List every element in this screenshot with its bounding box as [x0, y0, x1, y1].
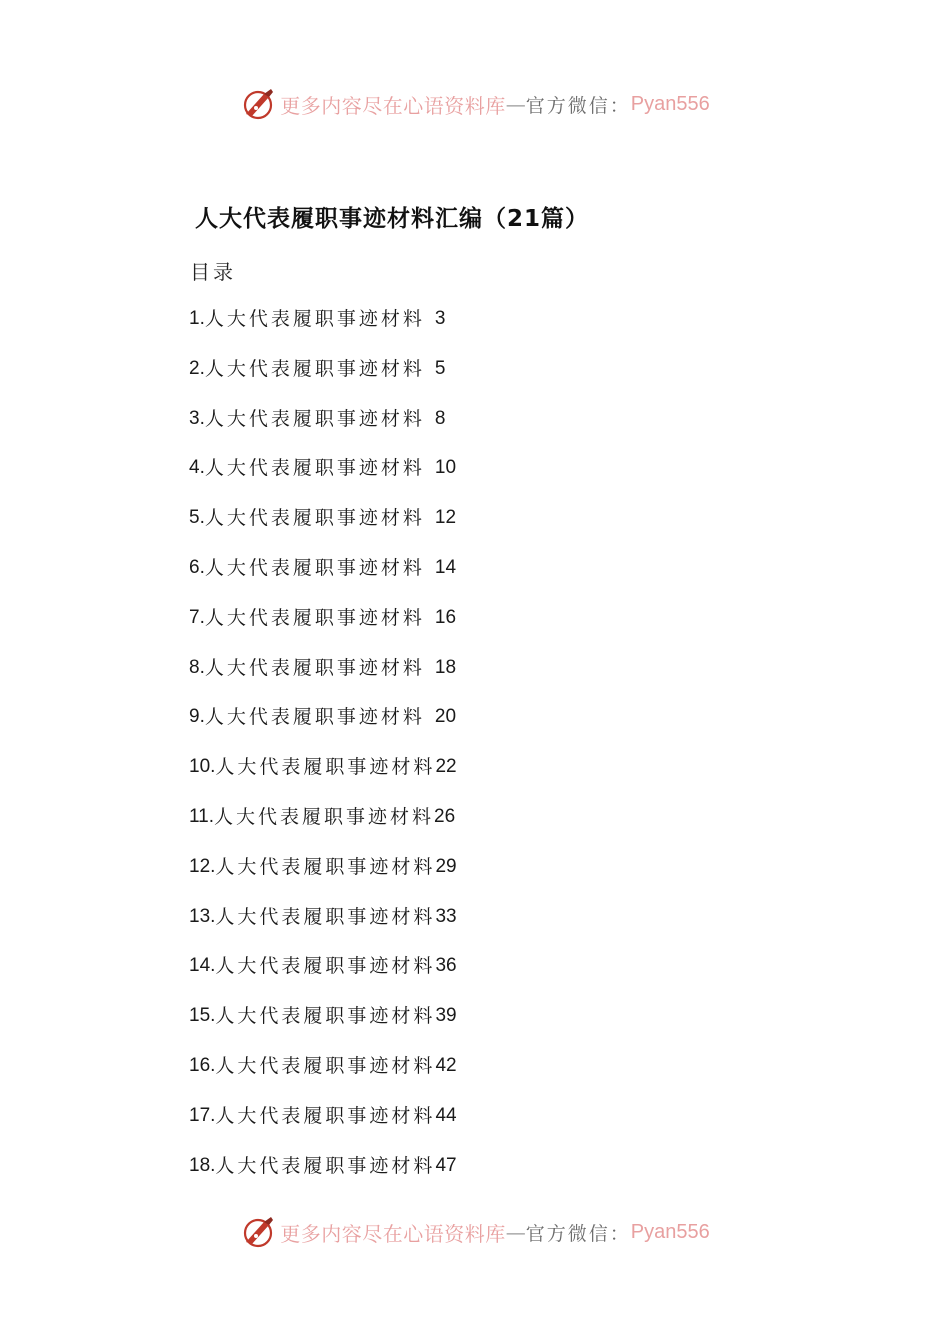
- banner-handle: Pyan556: [630, 1220, 710, 1243]
- toc-item-number: 6.: [189, 556, 205, 578]
- toc-item-label: 人大代表履职事迹材料: [215, 955, 436, 978]
- toc-item[interactable]: [189, 1002, 457, 1052]
- toc-item[interactable]: [189, 753, 457, 803]
- toc-item-page: 18: [434, 656, 457, 678]
- banner-official-text: 官方微信：: [525, 94, 631, 117]
- toc-item-number: 4.: [189, 457, 205, 479]
- toc-item-page: 12: [434, 507, 457, 529]
- toc-item[interactable]: [189, 803, 457, 853]
- toc-item-page: 39: [435, 1005, 457, 1027]
- toc-item-label: 人大代表履职事迹材料: [204, 606, 425, 629]
- toc-item-label: 人大代表履职事迹材料: [215, 1054, 436, 1077]
- toc-item-page: 26: [434, 805, 456, 827]
- toc-item[interactable]: [189, 604, 457, 654]
- toc-item-page: 3: [434, 308, 446, 329]
- banner-main-text: 更多内容尽在心语资料库: [280, 93, 506, 118]
- toc-item-page: 10: [434, 457, 457, 479]
- toc-item[interactable]: [189, 1052, 457, 1102]
- toc-item-label: 人大代表履职事迹材料: [215, 905, 436, 928]
- toc-item-number: 3.: [189, 407, 205, 429]
- toc-item[interactable]: [189, 952, 457, 1002]
- pen-nib-circle-icon: [240, 1214, 276, 1250]
- banner-main-text: 更多内容尽在心语资料库: [280, 1221, 506, 1246]
- toc-item-number: 1.: [189, 308, 205, 329]
- toc-item[interactable]: [189, 504, 457, 554]
- toc-item-number: 13.: [189, 905, 216, 927]
- toc-item[interactable]: [189, 1102, 457, 1152]
- toc-item-page: 29: [435, 855, 457, 877]
- toc-item-number: 15.: [189, 1005, 216, 1027]
- document-title: 人大代表履职事迹材料汇编（21篇）: [195, 206, 590, 232]
- toc-item-number: 10.: [189, 756, 216, 778]
- toc-item-page: 14: [434, 556, 457, 578]
- toc-item[interactable]: [189, 903, 457, 953]
- toc-item-label: 人大代表履职事迹材料: [204, 457, 425, 480]
- toc-item-page: 44: [435, 1104, 457, 1126]
- toc-item-label: 人大代表履职事迹材料: [204, 556, 425, 579]
- toc-item-page: 33: [435, 905, 457, 927]
- toc-item-page: 47: [435, 1154, 457, 1176]
- toc-item[interactable]: [189, 853, 457, 903]
- toc-item-page: 16: [434, 606, 457, 628]
- toc-item-page: 22: [435, 756, 457, 778]
- toc-item-number: 18.: [189, 1154, 216, 1176]
- toc-list: [189, 305, 457, 1201]
- toc-item-label: 人大代表履职事迹材料: [215, 1005, 436, 1028]
- toc-item[interactable]: [189, 1152, 457, 1202]
- pen-nib-circle-icon: [240, 86, 276, 122]
- toc-item[interactable]: [189, 355, 457, 405]
- toc-item-number: 12.: [189, 855, 216, 877]
- banner-official-text: 官方微信：: [525, 1222, 631, 1245]
- toc-item-number: 2.: [189, 357, 205, 379]
- toc-item-page: 36: [435, 955, 457, 977]
- toc-item-page: 42: [435, 1054, 457, 1076]
- toc-item-label: 人大代表履职事迹材料: [204, 507, 425, 530]
- toc-item-number: 17.: [189, 1104, 216, 1126]
- toc-item[interactable]: [189, 654, 457, 704]
- toc-item-page: 8: [434, 407, 446, 429]
- banner-dash: —: [505, 92, 526, 116]
- banner-handle: Pyan556: [630, 92, 710, 115]
- toc-item-label: 人大代表履职事迹材料: [214, 805, 435, 828]
- toc-item-number: 8.: [189, 656, 205, 678]
- toc-item-number: 9.: [189, 706, 205, 728]
- toc-item[interactable]: [189, 405, 457, 455]
- toc-item-number: 5.: [189, 507, 205, 529]
- toc-item-number: 11.: [189, 805, 215, 827]
- toc-item-number: 7.: [189, 606, 205, 628]
- toc-item-label: 人大代表履职事迹材料: [204, 308, 425, 330]
- toc-item-number: 14.: [189, 955, 216, 977]
- toc-item-number: 16.: [189, 1054, 216, 1076]
- toc-item-label: 人大代表履职事迹材料: [215, 1104, 436, 1127]
- toc-item-page: 5: [434, 357, 446, 379]
- toc-item[interactable]: [189, 305, 457, 355]
- toc-item[interactable]: [189, 703, 457, 753]
- toc-item[interactable]: [189, 554, 457, 604]
- footer-banner: [0, 1210, 950, 1254]
- toc-item-label: 人大代表履职事迹材料: [204, 407, 425, 430]
- header-banner: [0, 82, 950, 126]
- toc-heading: 目录: [190, 260, 236, 284]
- toc-item-label: 人大代表履职事迹材料: [215, 756, 436, 779]
- toc-item-label: 人大代表履职事迹材料: [204, 357, 425, 380]
- banner-dash: —: [505, 1220, 526, 1244]
- toc-item-label: 人大代表履职事迹材料: [204, 656, 425, 679]
- toc-item[interactable]: [189, 454, 457, 504]
- toc-item-label: 人大代表履职事迹材料: [215, 1154, 436, 1177]
- toc-item-label: 人大代表履职事迹材料: [204, 706, 425, 729]
- toc-item-page: 20: [434, 706, 457, 728]
- toc-item-label: 人大代表履职事迹材料: [215, 855, 436, 878]
